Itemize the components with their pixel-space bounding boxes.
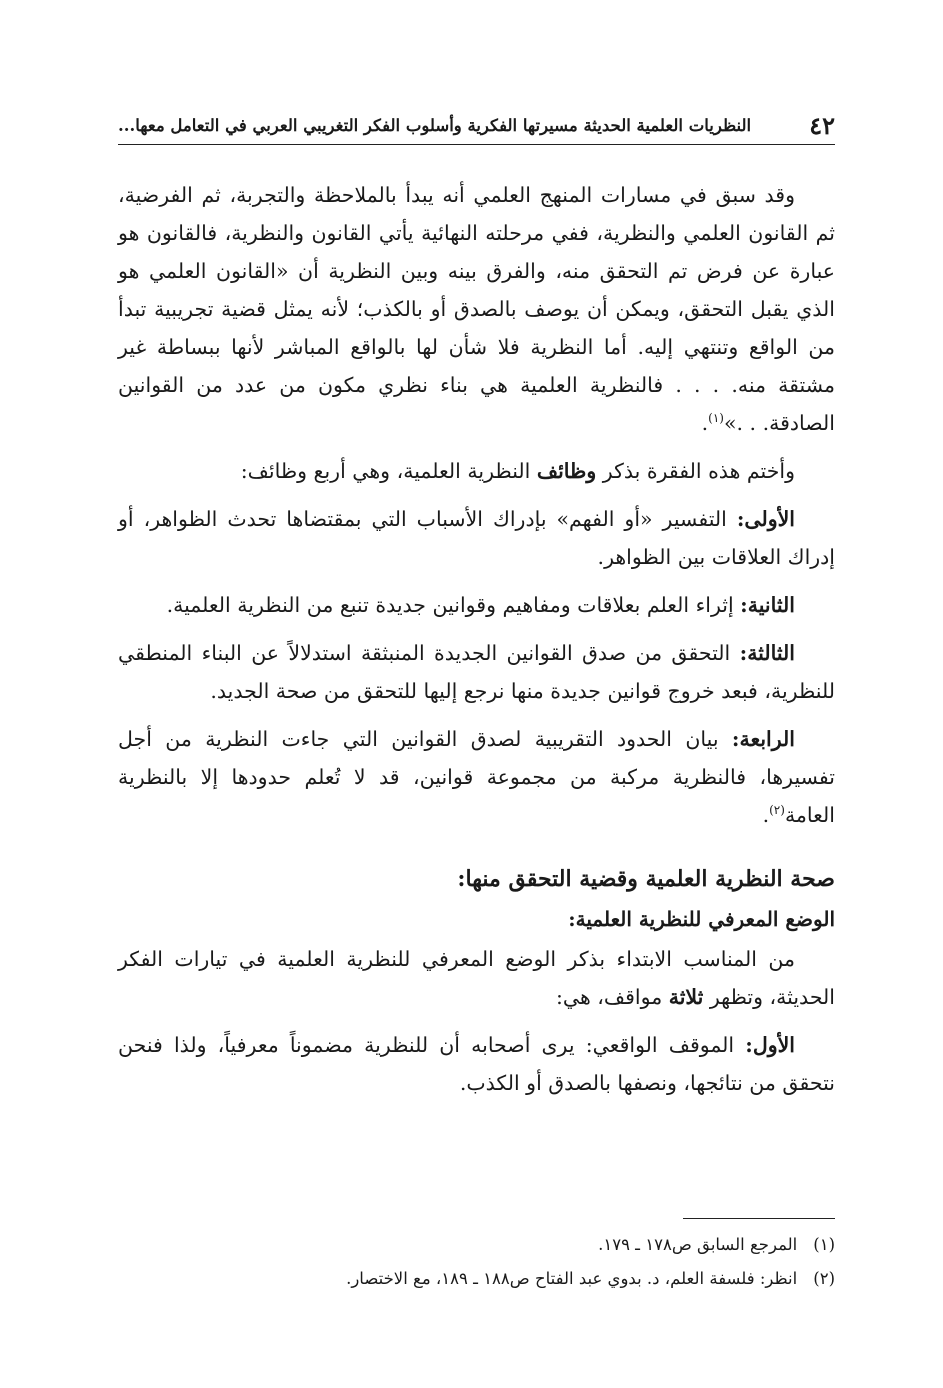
- function-text: إثراء العلم بعلاقات ومفاهيم وقوانين جديدة تنبع من النظرية العلمية.: [166, 593, 741, 617]
- page-body: [118, 176, 835, 1112]
- function-lead: الرابعة:: [731, 727, 795, 751]
- footnote-2: [118, 1262, 835, 1296]
- functions-intro-tail: النظرية العلمية، وهي أربع وظائف:: [240, 459, 537, 483]
- function-item-4: [118, 720, 835, 834]
- positions-text: من المناسب الابتداء بذكر الوضع المعرفي للنظرية العلمية في تيارات الفكر الحديثة، وتظهر: [118, 947, 835, 1009]
- positions-bold: ثلاثة: [668, 985, 704, 1009]
- intro-paragraph: [118, 176, 835, 442]
- function-item-2: [118, 586, 835, 624]
- function-text: التحقق من صدق القوانين الجديدة المنبثقة استدلالاً عن البناء المنطقي للنظرية، فبعد خروج قوانين جديدة منها نرجع إليها للتحقق من صحة الجديد.: [118, 641, 835, 703]
- footnote-ref-2: (٢): [769, 803, 785, 818]
- functions-intro-text: وأختم هذه الفقرة بذكر: [596, 459, 795, 483]
- positions-paragraph: [118, 940, 835, 1016]
- footnote-number: (١): [813, 1235, 835, 1254]
- first-position-paragraph: [118, 1026, 835, 1102]
- section-subheading: الوضع المعرفي للنظرية العلمية:: [568, 907, 835, 931]
- footnotes: [118, 1228, 835, 1296]
- function-text: بيان الحدود التقريبية لصدق القوانين التي جاءت النظرية من أجل تفسيرها، فالنظرية مركبة من مجموعة قوانين، قد لا تُعلم حدودها إلا بالنظرية العامة: [118, 727, 835, 827]
- function-lead: الأولى:: [736, 507, 795, 531]
- positions-tail: مواقف، هي:: [555, 985, 669, 1009]
- first-position-text: الموقف الواقعي: يرى أصحابه أن للنظرية مضموناً معرفياً، ولذا فنحن نتحقق من نتائجها، ونصفها بالصدق أو الكذب.: [118, 1033, 835, 1095]
- first-position-lead: الأول:: [745, 1033, 795, 1057]
- footnote-1: [118, 1228, 835, 1262]
- running-title: النظريات العلمية الحديثة مسيرتها الفكرية وأسلوب الفكر التغريبي العربي في التعامل معها...: [118, 115, 752, 135]
- function-item-1: [118, 500, 835, 576]
- page-header: [118, 106, 835, 145]
- intro-end: .: [701, 411, 709, 435]
- function-item-3: [118, 634, 835, 710]
- footnote-text: المرجع السابق ص١٧٨ ـ ١٧٩.: [598, 1235, 798, 1254]
- footnote-ref-1: (١): [708, 411, 724, 426]
- functions-intro-bold: وظائف: [536, 459, 597, 483]
- function-text: التفسير «أو الفهم» بإدراك الأسباب التي بمقتضاها تحدث الظواهر، أو إدراك العلاقات بين الظواهر.: [118, 507, 835, 569]
- function-end: .: [762, 803, 770, 827]
- footnote-number: (٢): [813, 1269, 835, 1288]
- section-heading: صحة النظرية العلمية وقضية التحقق منها:: [457, 866, 835, 892]
- footnote-text: انظر: فلسفة العلم، د. بدوي عبد الفتاح ص١٨٨ ـ ١٨٩، مع الاختصار.: [346, 1269, 798, 1288]
- page-number: ٤٢: [809, 110, 835, 140]
- function-lead: الثانية:: [740, 593, 795, 617]
- functions-intro-paragraph: [118, 452, 835, 490]
- function-lead: الثالثة:: [739, 641, 795, 665]
- intro-text: وقد سبق في مسارات المنهج العلمي أنه يبدأ بالملاحظة والتجربة، ثم الفرضية، ثم القانون العلمي والنظرية، ففي مرحلته النهائية يأتي القانون والنظرية، فالقانون هو عبارة عن فرض تم التحقق منه، والفرق بينه وبين النظرية أن «القانون العلمي هو الذي يقبل التحقق، ويمكن أن يوصف بالصدق أو بالكذب؛ لأنه يمثل قضية تجريبية تبدأ من الواقع وتنتهي إليه. أما النظرية فلا شأن لها بالواقع المباشر لأنها ببساطة غير مشتقة منه. . . . فالنظرية العلمية هي بناء نظري مكون من عدد من القوانين الصادقة. . .»: [118, 183, 835, 435]
- footnote-divider: [683, 1218, 835, 1219]
